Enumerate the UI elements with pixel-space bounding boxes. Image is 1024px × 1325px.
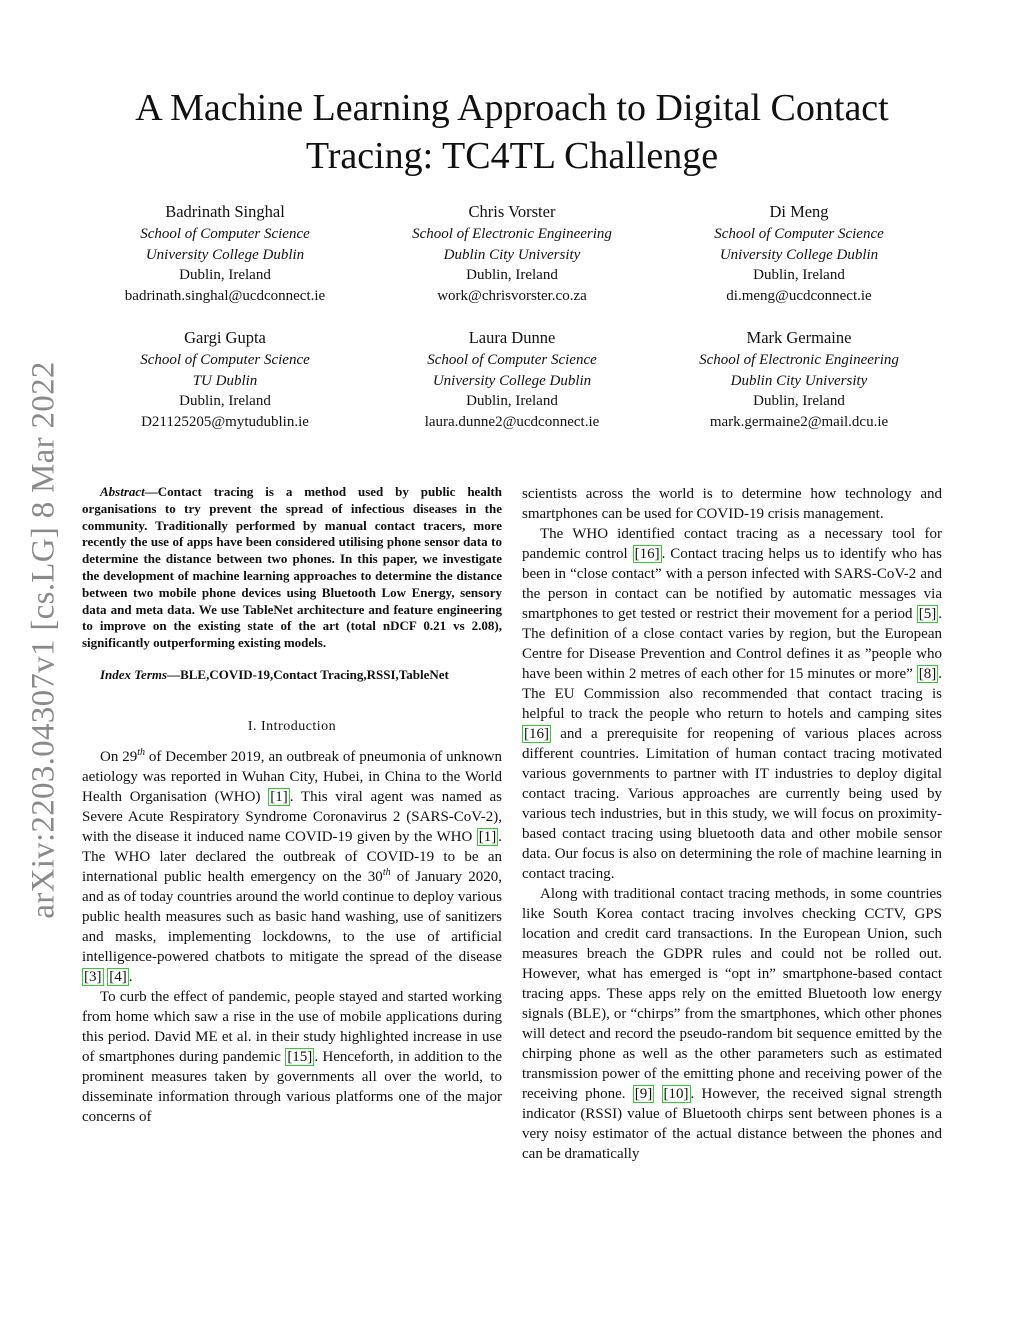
superscript: th [137,746,146,758]
author-institution: TU Dublin [192,372,258,389]
author-institution: Dublin City University [730,372,868,389]
intro-paragraph-2 [82,987,502,1127]
author-location: Dublin, Ireland [179,267,271,283]
author-email: di.meng@ucdconnect.ie [726,287,872,304]
author-card [82,200,368,306]
author-block [82,200,942,452]
abstract-text: —Contact tracing is a method used by public health organisations to try prevent the spread of infectious diseases in the community. Traditionally performed by manual contact tracers, more recently the use of apps have been considered utilising phone sensor data to determine the distance between two phones. In this paper, we investigate the development of machine learning approaches to determine the distance between two mobile phone devices using Bluetooth Low Energy, sensory data and meta data. We use TableNet architecture and feature engineering to improve on the existing state of the art (total nDCF 0.21 vs 2.08), significantly outperforming existing models. [82,484,502,651]
author-location: Dublin, Ireland [753,267,845,283]
citation-link[interactable]: [4] [109,968,127,985]
text-run: . Contact tracing helps us to identify who has been in “close contact” with a person infected with SARS-CoV-2 and the person in contact can be notified by automatic messages via smartphones to get tested or restrict their movement for a period [522,546,943,622]
text-run: of December 2019, an outbreak of pneumonia of unknown aetiology was reported in Wuhan City, Hubei, in China to the World Health Organisation (WHO) [82,748,502,805]
right-column [522,484,942,1164]
author-email: laura.dunne2@ucdconnect.ie [424,413,600,430]
author-affiliation: School of Electronic Engineering [412,226,612,242]
section-heading: I. Introduction [247,718,337,734]
author-email: badrinath.singhal@ucdconnect.ie [124,287,326,304]
text-run: . The WHO later declared the outbreak of COVID-19 to be an international public health emergency on the 30 [82,828,502,885]
author-name: Gargi Gupta [184,328,266,347]
left-column [82,484,502,1127]
author-name: Laura Dunne [468,328,556,347]
citation-link[interactable]: [1] [270,788,288,805]
author-institution: University College Dublin [145,246,305,263]
right-paragraph-2 [522,524,942,884]
title-line-1: A Machine Learning Approach to Digital Contact [135,87,889,129]
citation-link[interactable]: [3] [84,968,102,985]
author-email: mark.germaine2@mail.dcu.ie [709,413,889,430]
author-location: Dublin, Ireland [466,267,558,283]
author-card [656,200,942,306]
author-name: Di Meng [769,202,829,221]
author-email: D21125205@mytudublin.ie [141,413,309,430]
intro-paragraph-1 [82,747,502,987]
abstract [82,484,502,652]
text-run: To curb the effect of pandemic, people stayed and started working from home which saw a rise in the use of mobile applications during this period. David ME et al. in their study highlighted increase in use of smartphones during pandemic [82,988,502,1065]
author-institution: Dublin City University [443,246,581,263]
author-name: Badrinath Singhal [165,202,285,221]
text-run: and a prerequisite for reopening of various places across different countries. Limitation of human contact tracing motivated various governments to partner with IT industries to deploy digital contact tracing. Various approaches are currently being used by various tech industries, but in this study, we will focus on proximity-based contact tracing using bluetooth data and other mobile sensor data. Our focus is also on determining the role of machine learning in contact tracing. [522,726,942,882]
text-run: . [128,968,133,985]
text-run: . Henceforth, in addition to the prominent measures taken by governments all over the world, to disseminate information through various platforms one of the major concerns of [82,1048,502,1125]
author-institution: University College Dublin [719,246,879,263]
author-card [369,200,655,306]
author-affiliation: School of Computer Science [714,226,884,242]
text-run: Along with traditional contact tracing methods, in some countries like South Korea contact tracing involves checking CCTV, GPS location and credit card transactions. In the European Union, such measures breach the GDPR rules and could not be rolled out. However, what has emerged is “opt in” smartphone-based contact tracing apps. These apps rely on the emitted Bluetooth low energy signals (BLE), or “chirps” from the smartphones, which other phones will detect and record the pseudo-random bit sequence emitted by the chirping phone as well as the other parameters such as estimated transmission power of the emitting phone and receiving power of the receiving phone. [522,886,942,1102]
citation-link[interactable]: [1] [478,828,497,845]
author-row-2 [82,326,942,432]
author-affiliation: School of Computer Science [140,226,310,242]
author-card [369,326,655,432]
author-row-1 [82,200,942,306]
author-affiliation: School of Electronic Engineering [699,352,899,368]
citation-link[interactable]: [9] [634,1086,653,1102]
title-line-2: Tracing: TC4TL Challenge [305,135,719,177]
citation-link[interactable]: [10] [663,1086,689,1102]
right-paragraph-3 [522,884,942,1164]
citation-link[interactable]: [15] [287,1048,313,1065]
author-affiliation: School of Computer Science [140,352,310,368]
text-run: of January 2020, and as of today countries around the world continue to deploy various public health measures such as basic hand washing, use of sanitizers and masks, implementing lockdowns, to the use of artificial intelligence-powered chatbots to mitigate the spread of the disease [82,868,502,965]
text-run: . The definition of a close contact varies by region, but the European Centre for Disease Prevention and Control defines it as ”people who have been within 2 metres of each other for 15 minutes or more” [522,606,942,682]
text-run: The WHO identified contact tracing as a necessary tool for pandemic control [522,526,942,562]
text-run [654,1086,661,1102]
citation-link[interactable]: [16] [524,726,549,742]
right-paragraph-1: scientists across the world is to determine how technology and smartphones can be used for COVID-19 crisis management. [522,486,942,522]
paper-title [82,84,942,180]
author-location: Dublin, Ireland [466,393,558,409]
text-run: . However, the received signal strength indicator (RSSI) value of Bluetooth chirps sent between phones is a very noisy estimator of the actual distance between the phones and can be dramatically [522,1086,942,1162]
citation-link[interactable]: [5] [918,606,937,622]
superscript: th [382,866,391,878]
author-location: Dublin, Ireland [179,393,271,409]
author-email: work@chrisvorster.co.za [437,287,587,304]
author-institution: University College Dublin [432,372,592,389]
index-terms-label: Index Terms [100,666,168,682]
citation-link[interactable]: [8] [918,666,937,682]
author-name: Chris Vorster [468,202,556,221]
text-run: . The EU Commission also recommended that contact tracing is helpful to track the people who return to hotels and camping sites [522,666,942,722]
author-card [656,326,942,432]
index-terms [82,666,502,683]
citation-link[interactable]: [16] [634,546,660,562]
arxiv-side-stamp: arXiv:2203.04307v1 [cs.LG] 8 Mar 2022 [25,361,62,919]
author-name: Mark Germaine [746,328,852,347]
author-affiliation: School of Computer Science [427,352,597,368]
author-location: Dublin, Ireland [753,393,845,409]
index-terms-text: —BLE,COVID-19,Contact Tracing,RSSI,TableNet [167,666,449,682]
text-run: On 29 [100,748,138,765]
text-run: . This viral agent was named as Severe Acute Respiratory Syndrome Coronavirus 2 (SARS-CoV-2), with the disease it induced name COVID-19 given by the WHO [82,788,502,845]
abstract-label: Abstract [100,484,145,499]
author-card [82,326,368,432]
